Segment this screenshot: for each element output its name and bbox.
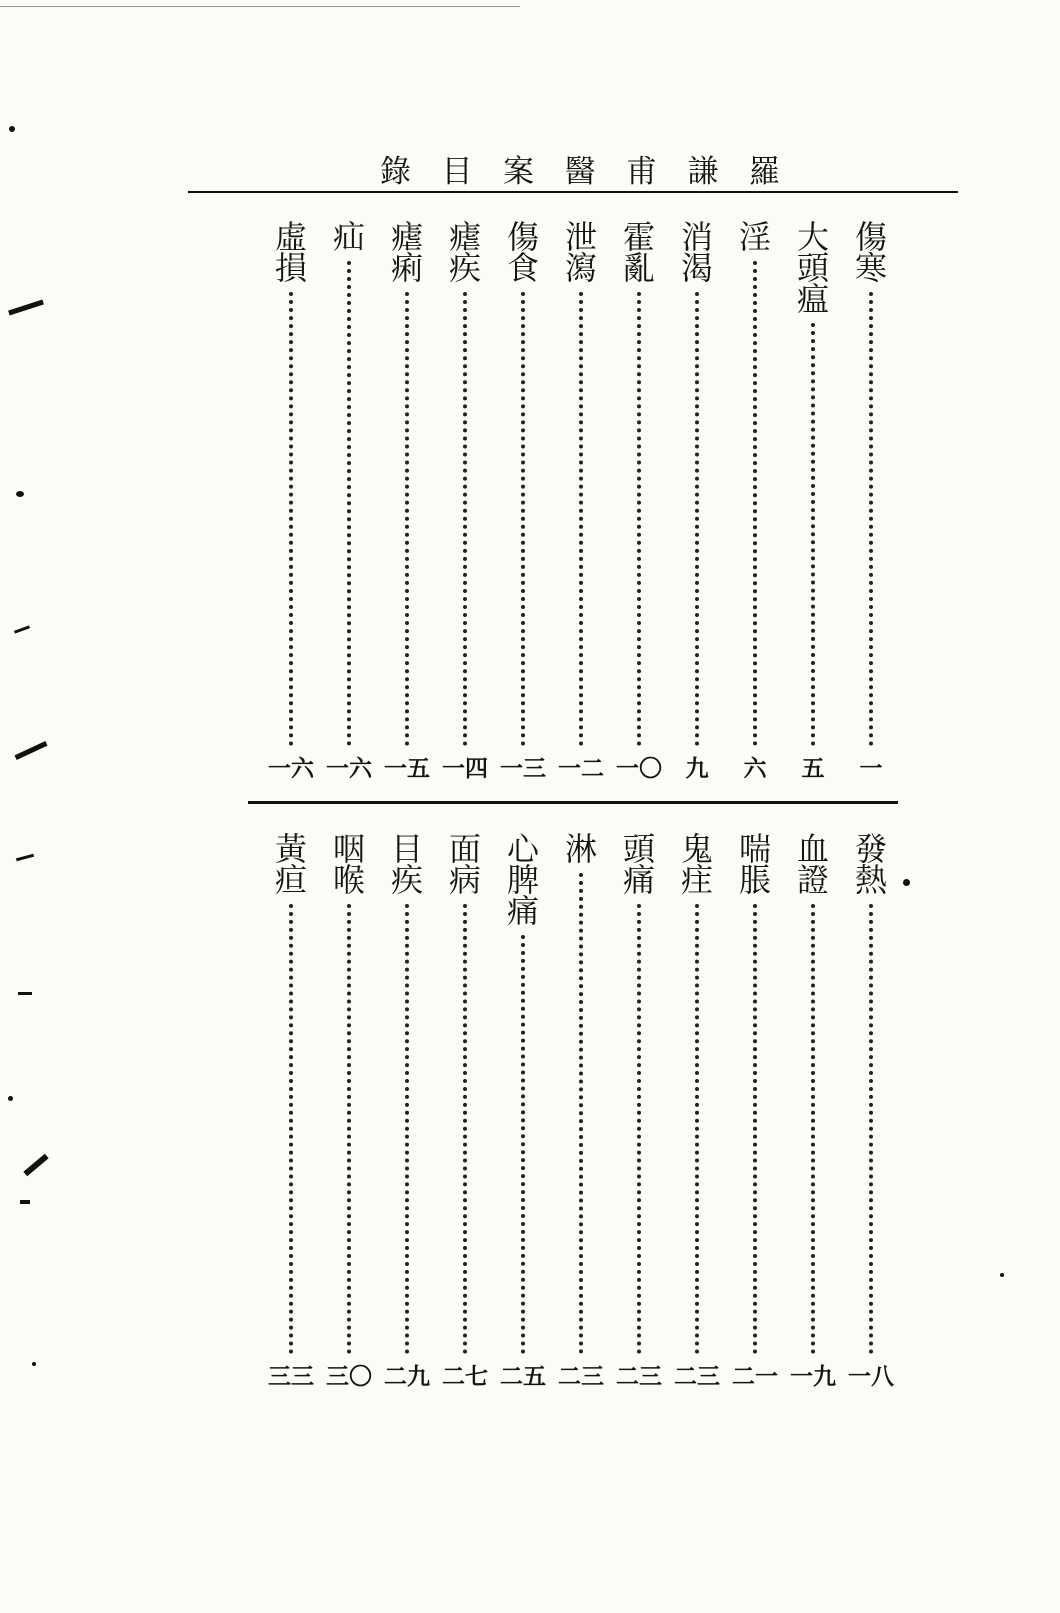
toc-entry [557, 830, 605, 1390]
entry-title: 鬼疰 [680, 830, 713, 899]
entry-title: 傷寒 [854, 218, 887, 287]
entry-page-number: 六 [743, 755, 767, 782]
dot-leader [463, 292, 467, 746]
toc-entry [325, 218, 373, 782]
entry-title: 血證 [796, 830, 829, 899]
toc-entry [615, 830, 663, 1390]
page-header-title [380, 148, 780, 188]
entry-title: 傷食 [506, 218, 539, 287]
entry-title: 大頭瘟 [796, 218, 829, 318]
entry-title: 咽喉 [332, 830, 365, 899]
entry-title: 泄瀉 [564, 218, 597, 287]
toc-entry [673, 830, 721, 1390]
toc-entry [499, 218, 547, 782]
toc-entry [847, 830, 895, 1390]
toc-entry [557, 218, 605, 782]
entry-page-number: 三〇 [326, 1363, 372, 1390]
dot-leader [811, 323, 815, 746]
toc-entry [383, 218, 431, 782]
dot-leader [753, 261, 757, 746]
toc-entry [499, 830, 547, 1390]
toc-entry [615, 218, 663, 782]
entry-page-number: 二三 [616, 1363, 662, 1390]
dot-leader [579, 873, 583, 1354]
entry-page-number: 一六 [326, 755, 372, 782]
entry-title: 面病 [448, 830, 481, 899]
scan-speck [16, 854, 34, 862]
entry-title: 黃疸 [274, 830, 307, 899]
entry-page-number: 一六 [268, 755, 314, 782]
dot-leader [521, 935, 525, 1354]
dot-leader [637, 904, 641, 1354]
header-char: 甫 [626, 153, 657, 190]
dot-leader [405, 292, 409, 746]
header-char: 錄 [380, 153, 411, 190]
entry-page-number: 一五 [384, 755, 430, 782]
scan-speck [1000, 1273, 1004, 1277]
entry-title: 瘧痢 [390, 218, 423, 287]
dot-leader [695, 904, 699, 1354]
toc-entry [441, 830, 489, 1390]
entry-page-number: 二九 [384, 1363, 430, 1390]
dot-leader [289, 292, 293, 746]
dot-leader [347, 261, 351, 746]
scan-edge-line [0, 6, 520, 7]
entry-page-number: 一八 [848, 1363, 894, 1390]
header-char: 案 [503, 153, 534, 190]
entry-page-number: 一四 [442, 755, 488, 782]
entry-page-number: 一九 [790, 1363, 836, 1390]
dot-leader [695, 292, 699, 746]
entry-page-number: 二三 [558, 1363, 604, 1390]
entry-title: 頭痛 [622, 830, 655, 899]
dot-leader [463, 904, 467, 1354]
header-char: 羅 [749, 153, 780, 190]
toc-entry [789, 218, 837, 782]
toc-entry [731, 218, 779, 782]
entry-page-number: 五 [801, 755, 825, 782]
entry-page-number: 二五 [500, 1363, 546, 1390]
scan-speck [8, 1096, 13, 1101]
header-char: 醫 [564, 153, 596, 190]
entry-page-number: 一〇 [616, 755, 662, 782]
entry-page-number: 二一 [732, 1363, 778, 1390]
entry-title: 消渴 [680, 218, 713, 287]
scan-speck [32, 1362, 36, 1366]
dot-leader [869, 904, 873, 1354]
toc-entry [267, 218, 315, 782]
toc-entry [847, 218, 895, 782]
entry-title: 喘脹 [738, 830, 771, 899]
entry-page-number: 一三 [500, 755, 546, 782]
header-char: 目 [441, 153, 473, 190]
dot-leader [811, 904, 815, 1354]
scan-speck [20, 1200, 30, 1204]
dot-leader [521, 292, 525, 746]
entry-title: 淫 [738, 218, 771, 256]
dot-leader [405, 904, 409, 1354]
scan-speck [15, 741, 48, 760]
scan-speck [18, 992, 32, 995]
scan-speck [9, 126, 15, 132]
header-rule [188, 191, 958, 193]
entry-page-number: 二七 [442, 1363, 488, 1390]
entry-title: 目疾 [390, 830, 423, 899]
scan-speck [14, 625, 30, 633]
dot-leader [579, 292, 583, 746]
toc-entry [383, 830, 431, 1390]
toc-entry [441, 218, 489, 782]
dot-leader [289, 904, 293, 1354]
entry-page-number: 一 [859, 755, 883, 782]
entry-title: 瘧疾 [448, 218, 481, 287]
entry-page-number: 九 [685, 755, 709, 782]
dot-leader [753, 904, 757, 1354]
section-divider-rule [248, 801, 898, 804]
scan-speck [23, 1154, 48, 1177]
toc-entry [673, 218, 721, 782]
toc-entry [325, 830, 373, 1390]
entry-title: 霍亂 [622, 218, 655, 287]
entry-page-number: 一二 [558, 755, 604, 782]
scan-speck [8, 300, 44, 316]
scan-speck [16, 491, 24, 497]
toc-entry [731, 830, 779, 1390]
entry-title: 虛損 [274, 218, 307, 287]
scan-speck [903, 879, 910, 886]
toc-entry [789, 830, 837, 1390]
toc-entry [267, 830, 315, 1390]
entry-title: 心脾痛 [506, 830, 539, 930]
entry-title: 疝 [332, 218, 365, 256]
dot-leader [347, 904, 351, 1354]
entry-title: 發熱 [854, 830, 887, 899]
dot-leader [637, 292, 641, 746]
dot-leader [869, 292, 873, 746]
entry-title: 淋 [564, 830, 597, 868]
entry-page-number: 三三 [268, 1363, 314, 1390]
header-char: 謙 [687, 153, 719, 190]
entry-page-number: 二三 [674, 1363, 720, 1390]
